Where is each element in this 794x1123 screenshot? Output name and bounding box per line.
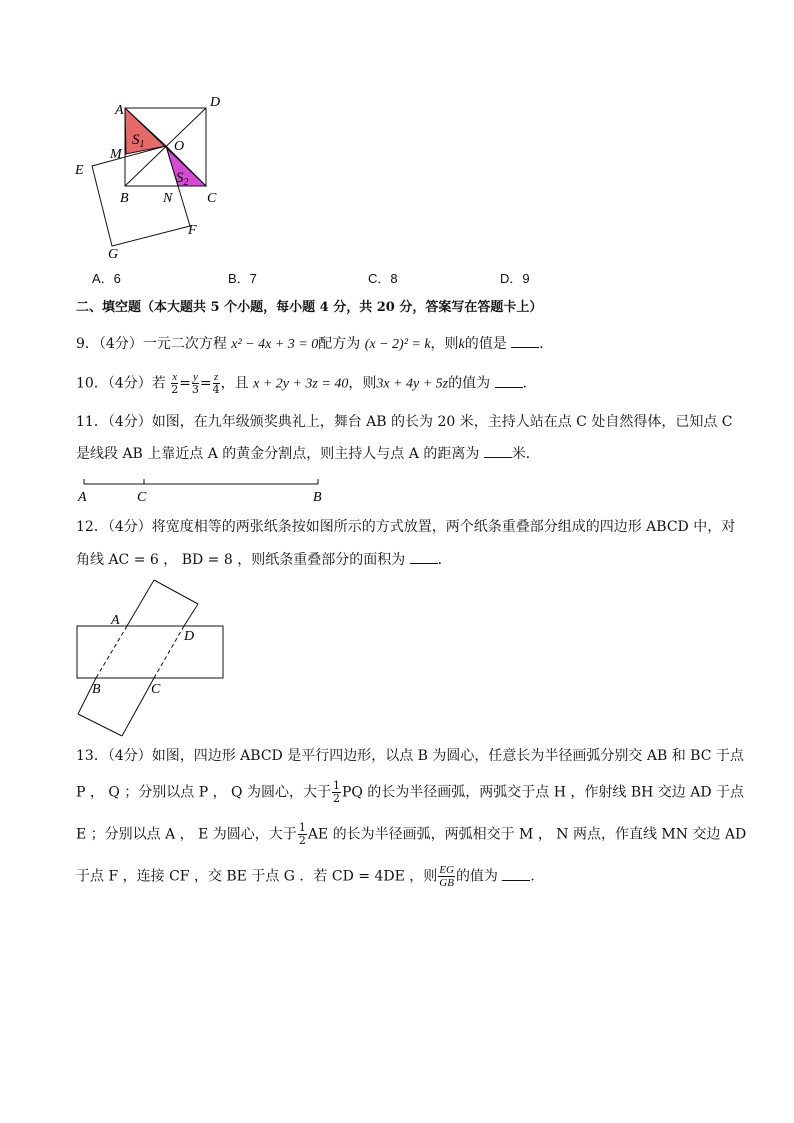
question-13-line1: 13．（4分）如图，四边形 ABCD 是平行四边形，以点 B 为圆心，任意长为半径画弧分别交 AB 和 BC 于点 xyxy=(76,748,744,764)
question-10: 10．（4分）若 $\frac{x}{2}$ = $\frac{y}{3}$ = $\frac{z}{4}$ ，且 x + 2y + 3z = 40，则3x + 4y + 5z的值为 ． xyxy=(76,371,537,396)
question-13-line3: E ；分别以点 A ， E 为圆心，大于 $\frac{1}{2}$ AE 的长为半径画弧，两弧相交于 M ， N 两点，作直线 MN 交边 AD xyxy=(76,821,747,847)
q10-frac-z: $\frac{z}{4}$ xyxy=(212,371,220,396)
label-N: N xyxy=(163,191,173,206)
question-13-line2: P ， Q ；分别以点 P ， Q 为圆心，大于 $\frac{1}{2}$ PQ 的长为半径画弧，两弧交于点 H ，作射线 BH 交边 AD 于点 xyxy=(76,779,745,805)
label-s1: $S_1$ xyxy=(132,132,145,150)
question-13-line4: 于点 F ，连接 CF ，交 BE 于点 G ．若 CD = 4DE ，则 $\frac{EG}{GB}$ 的值为 ． xyxy=(76,864,545,889)
question-11-line2: 是线段 AB 上靠近点 A 的黄金分割点，则主持人与点 A 的距离为 米． xyxy=(76,443,540,464)
label-G: G xyxy=(108,247,119,262)
label-D: D xyxy=(210,95,221,110)
question-11-line1: 11．（4分）如图，在九年级颁奖典礼上，舞台 AB 的长为 20 米，主持人站在点 C 处自然得体，已知点 C xyxy=(76,414,733,430)
q13-ratio-eg-gb: $\frac{EG}{GB}$ xyxy=(439,864,454,889)
q10-frac-x: $\frac{x}{2}$ xyxy=(171,371,179,396)
strip-label-B: B xyxy=(92,682,101,697)
q11-answer-blank[interactable] xyxy=(484,443,512,458)
q13-half-2: $\frac{1}{2}$ xyxy=(298,821,306,847)
question-12-line1: 12．（4分）将宽度相等的两张纸条按如图所示的方式放置，两个纸条重叠部分组成的四边形 ABCD 中，对 xyxy=(76,519,736,535)
q10-frac-y: $\frac{y}{3}$ xyxy=(191,371,199,396)
section-2-title: 二、填空题（本大题共 5 个小题，每小题 4 分，共 20 分，答案写在答题卡上） xyxy=(76,300,543,315)
question-9: 9．（4分）一元二次方程 x² − 4x + 3 = 0配方为 (x − 2)² = k，则k的值是 ． xyxy=(76,333,553,355)
horizontal-strip xyxy=(77,626,223,678)
q8-choice-c[interactable]: C．8 xyxy=(368,271,398,286)
label-E: E xyxy=(75,163,84,178)
q8-figure xyxy=(60,90,240,270)
q8-choice-d[interactable]: D．9 xyxy=(500,271,530,286)
q12-answer-blank[interactable] xyxy=(410,549,438,564)
strip-label-C: C xyxy=(151,682,161,697)
strip-label-A: A xyxy=(111,613,120,628)
question-12-line2: 角线 AC = 6 ， BD = 8 ，则纸条重叠部分的面积为 ． xyxy=(76,549,452,570)
q11-segment-figure xyxy=(70,474,340,506)
q12-strips-figure xyxy=(70,578,240,738)
label-M: M xyxy=(110,147,122,162)
segment-label-C: C xyxy=(137,490,147,505)
segment-label-B: B xyxy=(313,490,322,505)
q9-equation-1: x² − 4x + 3 = 0 xyxy=(231,337,319,352)
segment-label-A: A xyxy=(78,490,87,505)
label-s2: $S_2$ xyxy=(176,170,189,188)
q13-answer-blank[interactable] xyxy=(502,866,530,881)
label-O: O xyxy=(174,139,185,154)
label-F: F xyxy=(188,223,197,238)
q9-equation-2: (x − 2)² = k xyxy=(364,337,431,352)
label-B: B xyxy=(120,191,129,206)
q10-answer-blank[interactable] xyxy=(495,373,523,388)
tilted-strip xyxy=(78,580,198,736)
q9-answer-blank[interactable] xyxy=(511,333,539,348)
q8-choice-a[interactable]: A．6 xyxy=(92,271,121,286)
strip-label-D: D xyxy=(184,629,195,644)
q13-half-1: $\frac{1}{2}$ xyxy=(332,779,340,805)
q8-choice-b[interactable]: B．7 xyxy=(228,271,257,286)
label-C: C xyxy=(207,191,217,206)
label-A: A xyxy=(115,103,124,118)
